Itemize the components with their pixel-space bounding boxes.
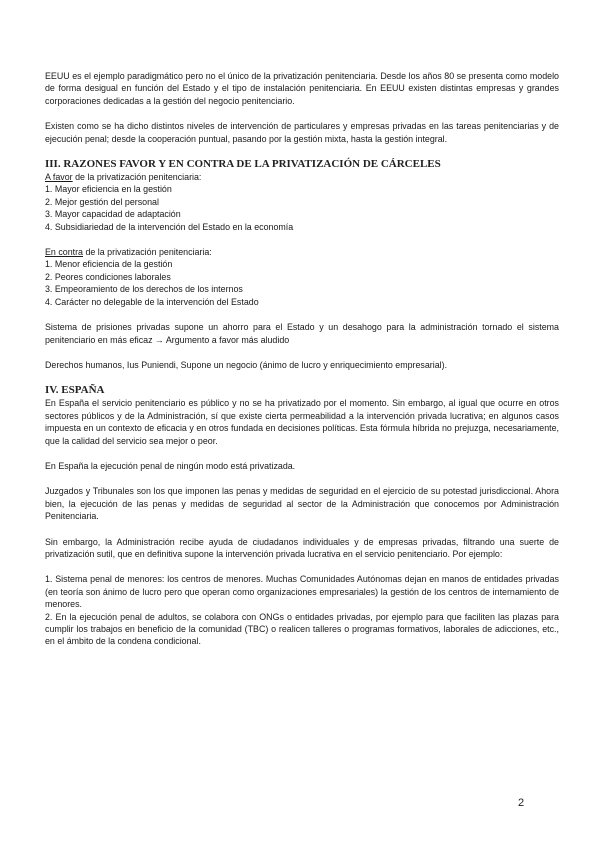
contra-item-4: 4. Carácter no delegable de la intervención del Estado xyxy=(45,296,259,307)
document-body xyxy=(45,70,559,648)
contra-intro-rest: de la privatización penitenciaria: xyxy=(83,247,212,258)
contra-label: En contra xyxy=(45,247,83,258)
paragraph-adultos: 2. En la ejecución penal de adultos, se colabora con ONGs o entidades privadas, por ejemplo para que faciliten las plazas para cumplir los trabajos en beneficio de la comunidad (TBC) o realicen talleres o programas formativos, laborales de adicciones, etc., en el ámbito de la condena condicional. xyxy=(45,611,559,647)
paragraph-espana-servicio: En España el servicio penitenciario es público y no se ha privatizado por el momento. Sin embargo, al igual que ocurre en otros sectores públicos y de la Administración, sí que existe cierta permeabilidad a la intervención privada lucrativa; en algunos casos impuesta en un contexto de eficacia y en otros fundada en decisiones políticas. Esta fórmula híbrida no prejuzga, necesariamente, que la calidad del servicio sea mejor o peor. xyxy=(45,398,559,446)
contra-item-3: 3. Empeoramiento de los derechos de los internos xyxy=(45,284,243,295)
paragraph-niveles: Existen como se ha dicho distintos niveles de intervención de particulares y empresas privadas en las tareas penitenciarias y de ejecución penal; desde la cooperación puntual, pasando por la gestión mixta, hasta la gestión integral. xyxy=(45,121,559,144)
page-number: 2 xyxy=(518,797,525,809)
favor-item-3: 3. Mayor capacidad de adaptación xyxy=(45,209,181,220)
favor-item-2: 2. Mejor gestión del personal xyxy=(45,196,159,207)
favor-item-4: 4. Subsidiariedad de la intervención del Estado en la economía xyxy=(45,221,294,232)
favor-intro-rest: de la privatización penitenciaria: xyxy=(72,172,202,183)
section-3-heading: III. RAZONES FAVOR Y EN CONTRA DE LA PRIVATIZACIÓN DE CÁRCELES xyxy=(45,158,441,171)
contra-item-1: 1. Menor eficiencia de la gestión xyxy=(45,259,173,270)
paragraph-derechos: Derechos humanos, Ius Puniendi, Supone un negocio (ánimo de lucro y enriquecimiento empresarial). xyxy=(45,359,448,370)
favor-label: A favor xyxy=(45,172,73,183)
favor-intro xyxy=(45,171,559,183)
paragraph-menores: 1. Sistema penal de menores: los centros de menores. Muchas Comunidades Autónomas dejan en manos de entidades privadas (en teoría son ánimo de lucro pero que operan como organizaciones empresariales) la gestión de los centros de internamiento de menores. xyxy=(45,574,559,610)
contra-intro xyxy=(45,246,559,258)
contra-item-2: 2. Peores condiciones laborales xyxy=(45,271,171,282)
paragraph-eeuu: EEUU es el ejemplo paradigmático pero no el único de la privatización penitenciaria. Desde los años 80 se presenta como modelo de forma desigual en función del Estado y el tipo de instalación penitenciaria. En EEUU existen distintas empresas y grandes corporaciones dedicadas a la gestión del negocio penitenciario. xyxy=(45,71,559,106)
paragraph-ahorro: Sistema de prisiones privadas supone un ahorro para el Estado y un desahogo para la administración tornado el sistema penitenciario en más eficaz → Argumento a favor más aludido xyxy=(45,322,559,345)
paragraph-juzgados: Juzgados y Tribunales son los que imponen las penas y medidas de seguridad en el ejercicio de su potestad jurisdiccional. Ahora bien, la ejecución de las penas y medidas de seguridad al sector de la Administración que conocemos por Administración Penitenciaria. xyxy=(45,486,559,522)
paragraph-ejecucion: En España la ejecución penal de ningún modo está privatizada. xyxy=(45,460,296,471)
favor-item-1: 1. Mayor eficiencia en la gestión xyxy=(45,184,172,195)
section-4-heading: IV. ESPAÑA xyxy=(45,384,105,397)
paragraph-ayuda: Sin embargo, la Administración recibe ayuda de ciudadanos individuales y de empresas privadas, filtrando una suerte de privatización sutil, que en definitiva supone la intervención privada lucrativa en el servicio penitenciario. Por ejemplo: xyxy=(45,536,559,559)
